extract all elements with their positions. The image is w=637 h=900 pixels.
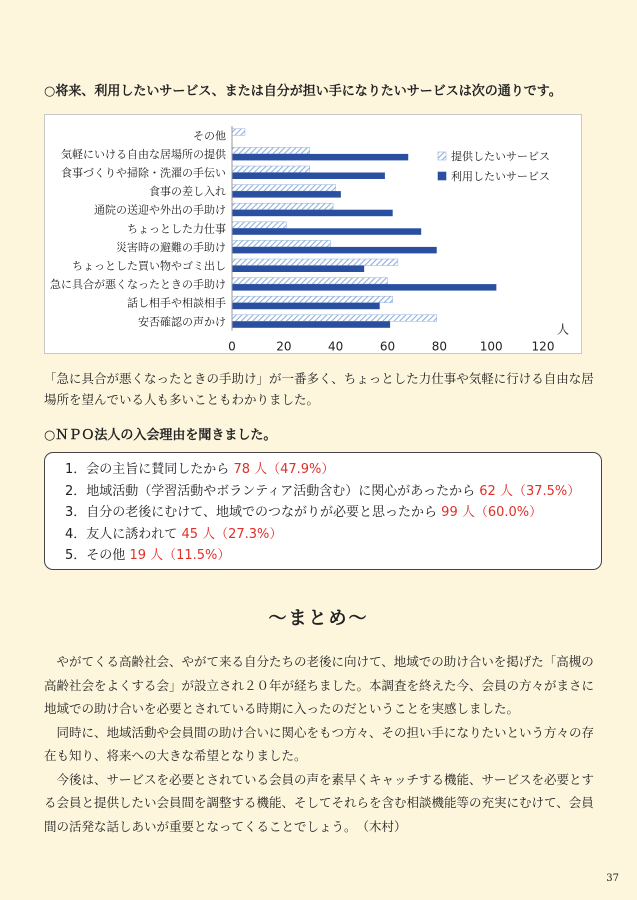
reason-count: 99 人（60.0%） [441,505,543,520]
section-heading-reasons: ○ＮＰＯ法人の入会理由を聞きました。 [44,428,277,443]
reason-text: 自分の老後にむけて、地域でのつながりが必要と思ったから [86,505,438,520]
bar-use [232,303,380,310]
category-label: 災害時の避難の手助け [116,240,226,254]
reason-number: 1． [65,462,87,477]
x-tick-label: 100 [479,339,503,354]
reason-text: 会の主旨に賛同したから [86,462,230,477]
bar-use [232,173,385,180]
bar-provide [232,259,398,266]
section-heading-services: ○将来、利用したいサービス、または自分が担い手になりたいサービスは次の通りです。 [44,84,562,99]
category-label: 気軽にいける自由な居場所の提供 [61,147,226,161]
x-axis-unit: 人 [556,322,570,337]
bar-use [232,266,364,273]
category-label: 食事づくりや掃除・洗濯の手伝い [61,166,226,180]
bar-use [232,284,496,291]
x-tick-label: 60 [379,339,396,354]
bar-provide [232,240,330,247]
bar-use [232,210,393,217]
services-chart-frame [44,114,582,354]
summary-paragraph: 今後は、サービスを必要とされている会員の声を素早くキャッチする機能、サービスを必要とする会員と提供したい会員間を調整する機能、そしてそれらを含む相談機能等の充実にむけて、会員間の活発な話しあいが重要となってくることでしょう。 （木村） [44,771,595,834]
bar-provide [232,185,336,192]
category-label: 食事の差し入れ [149,185,226,199]
summary-paragraph: やがてくる高齢社会、やがて来る自分たちの老後に向けて、地域での助け合いを掲げた「高槻の高齢社会をよくする会」が設立され２０年が経ちました。本調査を終えた今、会員の方々がまさに地域での助け合いを必要とされている時期に入ったのだということを実感しました。 [44,654,595,716]
reasons-box [44,452,602,570]
reason-item [65,545,601,567]
category-label: ちょっとした買い物やゴミ出し [72,259,226,273]
reason-number: 4． [65,526,87,542]
legend-label: 利用したいサービス [451,170,550,183]
reason-item [65,502,601,524]
summary-paragraph: 同時に、地域活動や会員間の助け合いに関心をもつ方々、その担い手になりたいという方々の存在も知り、将来への大きな希望となりました。 [44,724,595,763]
category-label: 通院の送迎や外出の手助け [94,203,226,217]
category-label: その他 [193,129,226,143]
bar-use [232,154,408,161]
reason-text: 友人に誘われて [86,526,178,542]
bar-provide [232,166,310,173]
reason-count: 78 人（47.9%） [233,462,335,477]
bar-provide [232,278,388,285]
reason-item [65,524,601,546]
reason-text: その他 [86,548,126,563]
legend-swatch [438,172,446,180]
bar-provide [232,203,333,210]
x-tick-label: 20 [276,339,292,354]
summary-title: ～まとめ～ [268,608,369,629]
legend-swatch [438,152,446,160]
category-label: 話し相手や相談相手 [127,296,226,310]
category-label: 安否確認の声かけ [138,315,226,329]
reason-count: 62 人（37.5%） [479,483,581,499]
reason-text: 地域活動（学習活動やボランティア活動含む）に関心があったから [86,483,476,499]
bar-provide [232,315,437,322]
category-label: ちょっとした力仕事 [127,222,226,236]
x-tick-label: 40 [328,339,344,354]
reason-count: 19 人（11.5%） [129,548,231,563]
bar-provide [232,147,310,154]
bar-use [232,228,421,235]
legend-label: 提供したいサービス [451,150,550,163]
reason-number: 2． [65,483,87,499]
reason-count: 45 人（27.3%） [181,526,283,542]
x-tick-label: 120 [531,339,555,354]
bar-provide [232,296,393,303]
bar-provide [232,129,245,136]
bar-use [232,191,341,198]
reason-number: 3． [65,505,87,520]
page-number: 37 [606,873,619,884]
services-bar-chart [45,115,583,355]
x-tick-label: 80 [431,339,447,354]
reason-item [65,481,601,503]
reason-number: 5． [65,548,87,563]
chart-summary-text: 「急に具合が悪くなったときの手助け」が一番多く、ちょっとした力仕事や気軽に行ける自由な居場所を望んでいる人も多いこともわかりました。 [44,371,594,407]
bar-provide [232,222,286,229]
summary-body [44,650,604,838]
bar-use [232,247,437,254]
x-tick-label: 0 [228,339,236,354]
bar-use [232,321,390,328]
category-label: 急に具合が悪くなったときの手助け [50,278,226,292]
reason-item [65,459,601,481]
